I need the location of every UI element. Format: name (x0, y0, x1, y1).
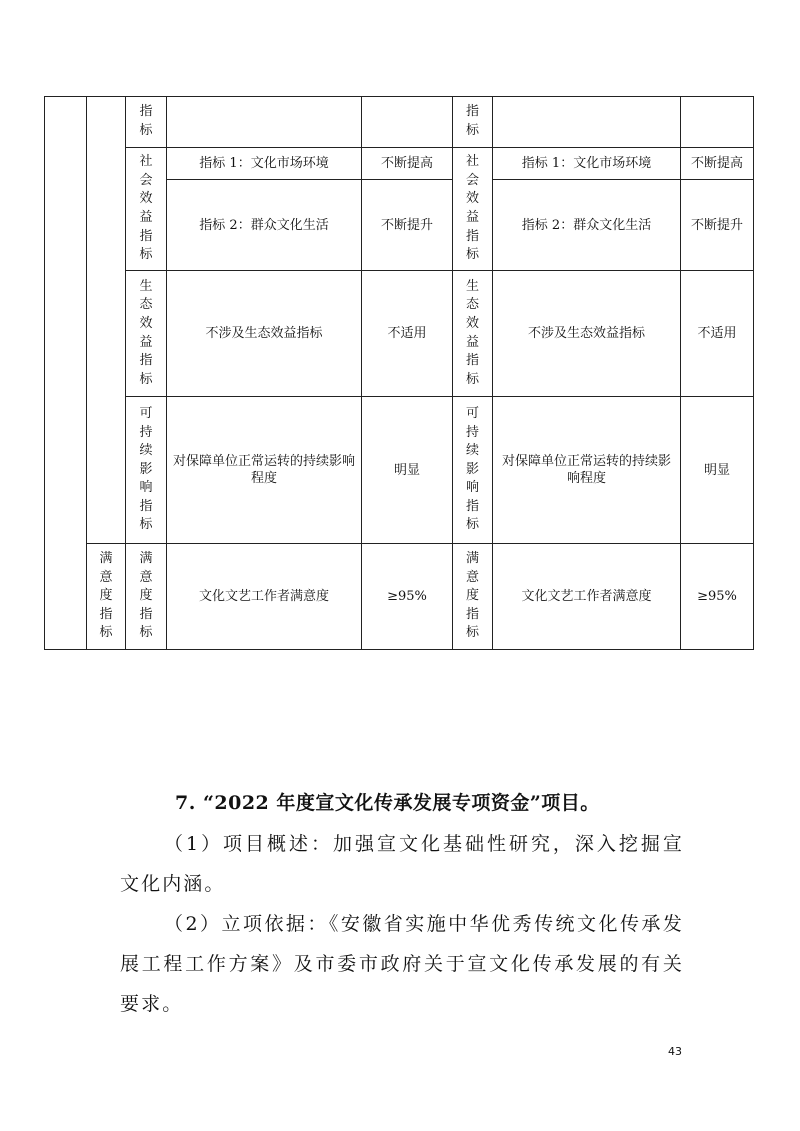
ecology-label-right: 生态效益指标 (453, 271, 493, 397)
satisfaction-name-left: 文化文艺工作者满意度 (167, 544, 362, 650)
social-item2-value-left: 不断提升 (362, 180, 453, 271)
satisfaction-name-right: 文化文艺工作者满意度 (493, 544, 681, 650)
social-label-left: 社会效益指标 (126, 148, 167, 271)
satisfaction-value-left: ≥95% (362, 544, 453, 650)
sustain-value-right: 明显 (681, 397, 754, 544)
sustain-value-left: 明显 (362, 397, 453, 544)
indicator-value-left (362, 97, 453, 148)
paragraph-basis: （2）立项依据：《安徽省实施中华优秀传统文化传承发展工程工作方案》及市委市政府关于宣文化传承发展的有关要求。 (120, 913, 684, 1015)
sustain-name-right: 对保障单位正常运转的持续影响程度 (493, 397, 681, 544)
category-blank-cell (87, 97, 126, 544)
social-item1-name-left: 指标 1：文化市场环境 (167, 148, 362, 180)
social-item2-name-right: 指标 2：群众文化生活 (493, 180, 681, 271)
ecology-value-right: 不适用 (681, 271, 754, 397)
performance-indicator-table (44, 96, 754, 650)
satisfaction-group-label: 满意度指标 (87, 544, 126, 650)
social-label-right: 社会效益指标 (453, 148, 493, 271)
indicator-name-left (167, 97, 362, 148)
ecology-name-right: 不涉及生态效益指标 (493, 271, 681, 397)
sustain-label-right: 可持续影响指标 (453, 397, 493, 544)
social-item2-value-right: 不断提升 (681, 180, 754, 271)
paragraph-overview: （1）项目概述：加强宣文化基础性研究，深入挖掘宣文化内涵。 (120, 833, 684, 895)
ecology-name-left: 不涉及生态效益指标 (167, 271, 362, 397)
sustain-name-left: 对保障单位正常运转的持续影响程度 (167, 397, 362, 544)
subcategory-label-left: 指标 (126, 97, 167, 148)
ecology-label-left: 生态效益指标 (126, 271, 167, 397)
indicator-name-right (493, 97, 681, 148)
satisfaction-value-right: ≥95% (681, 544, 754, 650)
social-item2-name-left: 指标 2：群众文化生活 (167, 180, 362, 271)
page-number: 43 (668, 1045, 682, 1058)
satisfaction-label-right: 满意度指标 (453, 544, 493, 650)
satisfaction-label-left: 满意度指标 (126, 544, 167, 650)
indicator-value-right (681, 97, 754, 148)
ecology-value-left: 不适用 (362, 271, 453, 397)
section-heading: 7. “2022 年度宣文化传承发展专项资金”项目。 (175, 792, 600, 814)
outer-blank-cell (45, 97, 87, 650)
subcategory-label-right: 指标 (453, 97, 493, 148)
social-item1-name-right: 指标 1：文化市场环境 (493, 148, 681, 180)
social-item1-value-left: 不断提高 (362, 148, 453, 180)
social-item1-value-right: 不断提高 (681, 148, 754, 180)
sustain-label-left: 可持续影响指标 (126, 397, 167, 544)
